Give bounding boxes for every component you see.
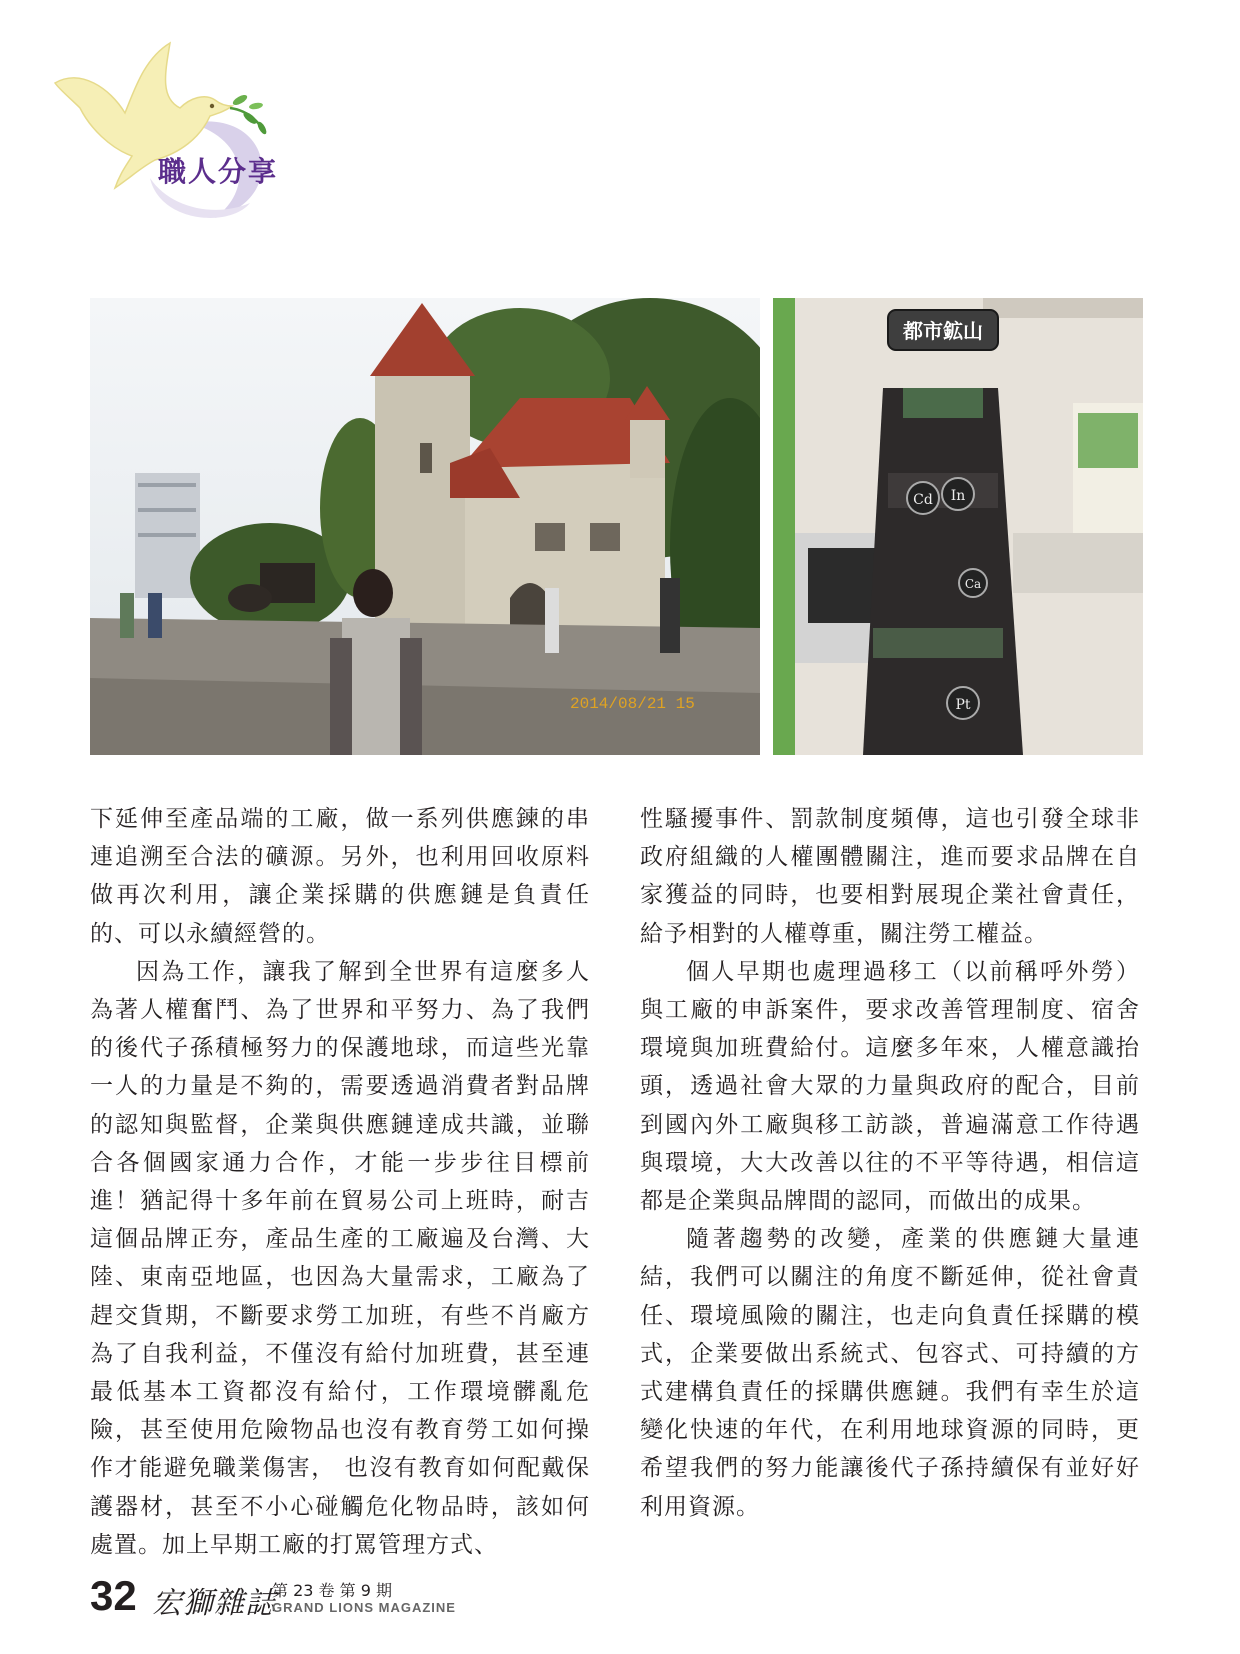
magazine-logo: 宏獅雜誌 — [152, 1586, 276, 1621]
paragraph: 個人早期也處理過移工（以前稱呼外勞）與工廠的申訴案件，要求改善管理制度、宿舍環境與加班費給付。這麼多年來，人權意識抬頭，透過社會大眾的力量與政府的配合，目前到國內外工廠與移工訪談，普遍滿意工作待遇與環境，大大改善以往的不平等待遇，相信這都是企業與品牌間的認同，而做出的成果。 — [640, 958, 1140, 1215]
paragraph: 隨著趨勢的改變，產業的供應鏈大量連結，我們可以關注的角度不斷延伸，從社會責任、環境風險的關注，也走向負責任採購的模式，企業要做出系統式、包容式、可持續的方式建構負責任的採購供應鏈。我們有幸生於這變化快速的年代，在利用地球資源的同時，更希望我們的努力能讓後代子孫持續保有並好好利用資源。 — [640, 1226, 1140, 1520]
magazine-english-name: GRAND LIONS MAGAZINE — [272, 1600, 456, 1615]
page-number: 32 — [90, 1572, 137, 1619]
photo-timestamp: 2014/08/21 15 — [570, 695, 695, 713]
paragraph: 下延伸至產品端的工廠，做一系列供應鍊的串連追溯至合法的礦源。另外，也利用回收原料做再次利用，讓企業採購的供應鏈是負責任的、可以永續經營的。 — [90, 806, 590, 947]
element-label-ca: Ca — [964, 577, 982, 591]
element-label-cd: Cd — [913, 492, 933, 508]
dove-icon — [40, 28, 320, 238]
urban-mine-sign: 都市鉱山 — [903, 319, 983, 343]
page-footer — [90, 1572, 690, 1632]
element-label-in: In — [950, 488, 966, 504]
issue-label: 第 23 卷 第 9 期 — [272, 1581, 392, 1600]
element-label-pt: Pt — [955, 697, 971, 713]
article-column-left — [90, 800, 590, 1564]
article-column-right — [640, 800, 1140, 1526]
section-emblem — [40, 28, 320, 238]
paragraph: 因為工作，讓我了解到全世界有這麼多人為著人權奮鬥、為了世界和平努力、為了我們的後代子孫積極努力的保護地球，而這些光靠一人的力量是不夠的，需要透過消費者對品牌的認知與監督，企業與供應鏈達成共識，並聯合各個國家通力合作，才能一步步往目標前進！猶記得十多年前在貿易公司上班時，耐吉這個品牌正夯，產品生產的工廠遍及台灣、大陸、東南亞地區，也因為大量需求，工廠為了趕交貨期，不斷要求勞工加班，有些不肖廠方為了自我利益，不僅沒有給付加班費，甚至連最低基本工資都沒有給付，工作環境髒亂危險，甚至使用危險物品也沒有教育勞工如何操作才能避免職業傷害， 也沒有教育如何配戴保護器材，甚至不小心碰觸危化物品時，該如何處置。加上早期工廠的打罵管理方式、 — [90, 958, 590, 1558]
tallinn-gate-photo — [90, 298, 760, 755]
urban-mine-photo — [773, 298, 1143, 755]
section-title: 職人分享 — [158, 155, 279, 188]
paragraph: 性騷擾事件、罰款制度頻傳，這也引發全球非政府組織的人權團體關注，進而要求品牌在自家獲益的同時，也要相對展現企業社會責任，給予相對的人權尊重，關注勞工權益。 — [640, 806, 1140, 947]
